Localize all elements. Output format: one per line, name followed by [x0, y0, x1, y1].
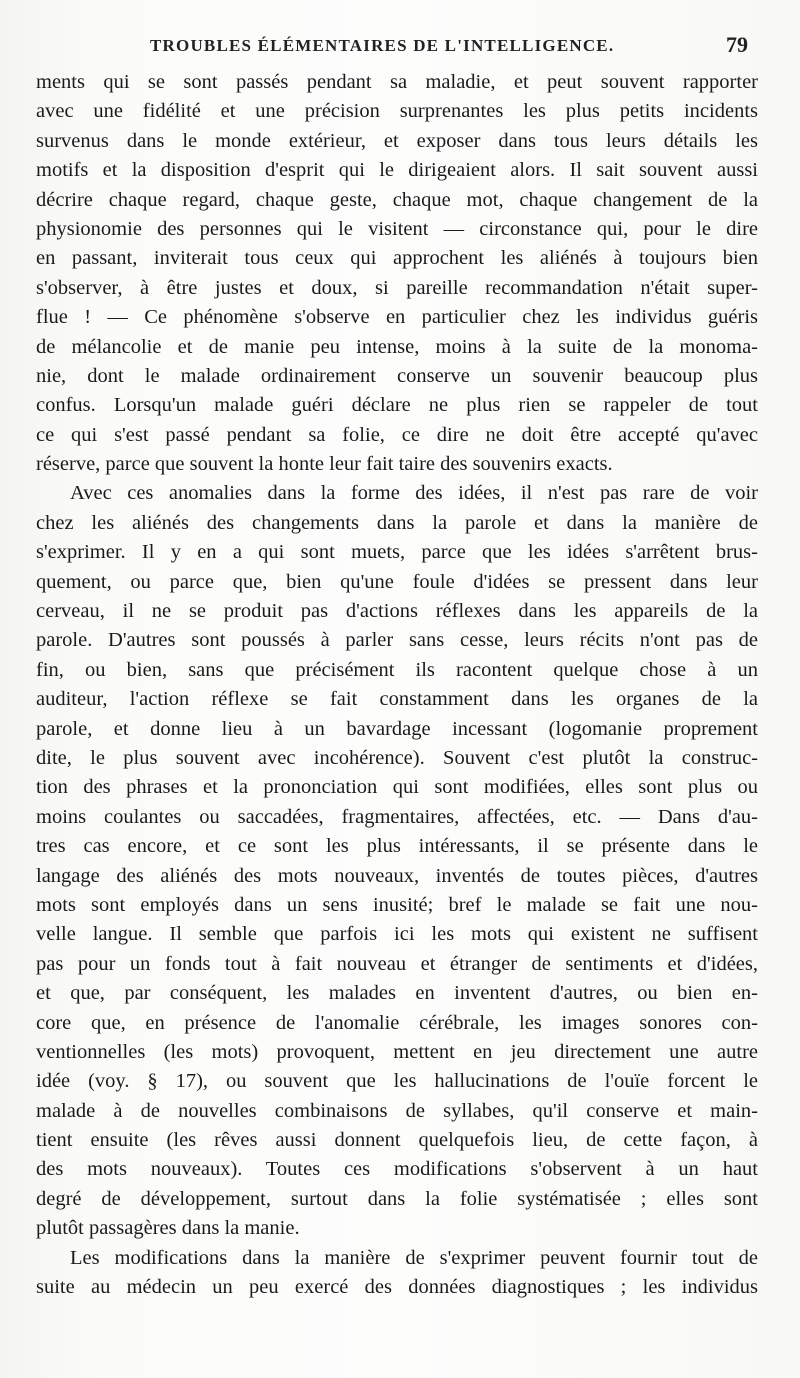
text-line: réserve, parce que souvent la honte leur fait taire des souvenirs exacts.: [36, 453, 613, 476]
text-line: velle langue. Il semble que parfois ici les mots qui existent ne suffisent: [36, 923, 758, 946]
text-line: ments qui se sont passés pendant sa maladie, et peut souvent rapporter: [36, 71, 758, 93]
text-line: ventionnelles (les mots) provoquent, mettent en jeu directement une autre: [36, 1040, 758, 1063]
text-line: ce qui s'est passé pendant sa folie, ce dire ne doit être accepté qu'avec: [36, 423, 758, 446]
text-line: et que, par conséquent, les malades en inventent d'autres, ou bien en-: [36, 982, 758, 1005]
text-line: Avec ces anomalies dans la forme des idées, il n'est pas rare de voir: [70, 482, 758, 505]
paragraph-2: [36, 479, 758, 1243]
text-line: chez les aliénés des changements dans la parole et dans la manière de: [36, 511, 758, 534]
text-line: core que, en présence de l'anomalie cérébrale, les images sonores con-: [36, 1011, 758, 1034]
text-line: auditeur, l'action réflexe se fait constamment dans les organes de la: [36, 688, 758, 711]
text-line: cerveau, il ne se produit pas d'actions réflexes dans les appareils de la: [36, 600, 758, 623]
text-line: suite au médecin un peu exercé des données diagnostiques ; les individus: [36, 1276, 758, 1299]
text-line: en passant, inviterait tous ceux qui approchent les aliénés à toujours bien: [36, 247, 758, 270]
text-line: pas pour un fonds tout à fait nouveau et étranger de sentiments et d'idées,: [36, 952, 758, 975]
text-line: langage des aliénés des mots nouveaux, inventés de toutes pièces, d'autres: [36, 864, 758, 887]
text-line: mots sont employés dans un sens inusité; bref le malade se fait une nou-: [36, 893, 758, 916]
text-line: dite, le plus souvent avec incohérence). Souvent c'est plutôt la construc-: [36, 746, 758, 769]
running-head: TROUBLES ÉLÉMENTAIRES DE L'INTELLIGENCE.: [150, 36, 615, 55]
text-line: malade à de nouvelles combinaisons de syllabes, qu'il conserve et main-: [36, 1099, 758, 1122]
text-line: confus. Lorsqu'un malade guéri déclare ne plus rien se rappeler de tout: [36, 394, 758, 417]
text-line: degré de développement, surtout dans la folie systématisée ; elles sont: [36, 1187, 758, 1210]
text-line: tient ensuite (les rêves aussi donnent quelquefois lieu, de cette façon, à: [36, 1129, 758, 1152]
body-text: [36, 68, 758, 1302]
text-line: moins coulantes ou saccadées, fragmentaires, affectées, etc. — Dans d'au-: [36, 805, 758, 828]
text-line: de mélancolie et de manie peu intense, moins à la suite de la monoma-: [36, 335, 758, 358]
text-line: motifs et la disposition d'esprit qui le dirigeaient alors. Il sait souvent aussi: [36, 159, 758, 182]
text-line: tres cas encore, et ce sont les plus intéressants, il se présente dans le: [36, 835, 758, 858]
text-line: quement, ou parce que, bien qu'une foule d'idées se pressent dans leur: [36, 570, 758, 593]
page-number: 79: [726, 32, 748, 57]
text-line: parole, et donne lieu à un bavardage incessant (logomanie proprement: [36, 717, 758, 740]
text-line: fin, ou bien, sans que précisément ils racontent quelque chose à un: [36, 658, 758, 681]
text-line: des mots nouveaux). Toutes ces modifications s'observent à un haut: [36, 1158, 758, 1181]
paragraph-1: [36, 68, 758, 479]
text-line: avec une fidélité et une précision surprenantes les plus petits incidents: [36, 100, 758, 123]
text-line: parole. D'autres sont poussés à parler sans cesse, leurs récits n'ont pas de: [36, 629, 758, 652]
text-line: Les modifications dans la manière de s'exprimer peuvent fournir tout de: [70, 1246, 758, 1269]
text-line: physionomie des personnes qui le visitent — circonstance qui, pour le dire: [36, 217, 758, 240]
text-line: flue ! — Ce phénomène s'observe en particulier chez les individus guéris: [36, 306, 758, 329]
paragraph-3: [36, 1244, 758, 1303]
text-line: idée (voy. § 17), ou souvent que les hallucinations de l'ouïe forcent le: [36, 1070, 758, 1093]
text-line: tion des phrases et la prononciation qui sont modifiées, elles sont plus ou: [36, 776, 758, 799]
text-line: nie, dont le malade ordinairement conserve un souvenir beaucoup plus: [36, 364, 758, 387]
text-line: s'observer, à être justes et doux, si pareille recommandation n'était super-: [36, 276, 758, 299]
text-line: plutôt passagères dans la manie.: [36, 1217, 300, 1240]
text-line: survenus dans le monde extérieur, et exposer dans tous leurs détails les: [36, 129, 758, 152]
text-line: décrire chaque regard, chaque geste, chaque mot, chaque changement de la: [36, 188, 758, 211]
text-line: s'exprimer. Il y en a qui sont muets, parce que les idées s'arrêtent brus-: [36, 541, 758, 564]
